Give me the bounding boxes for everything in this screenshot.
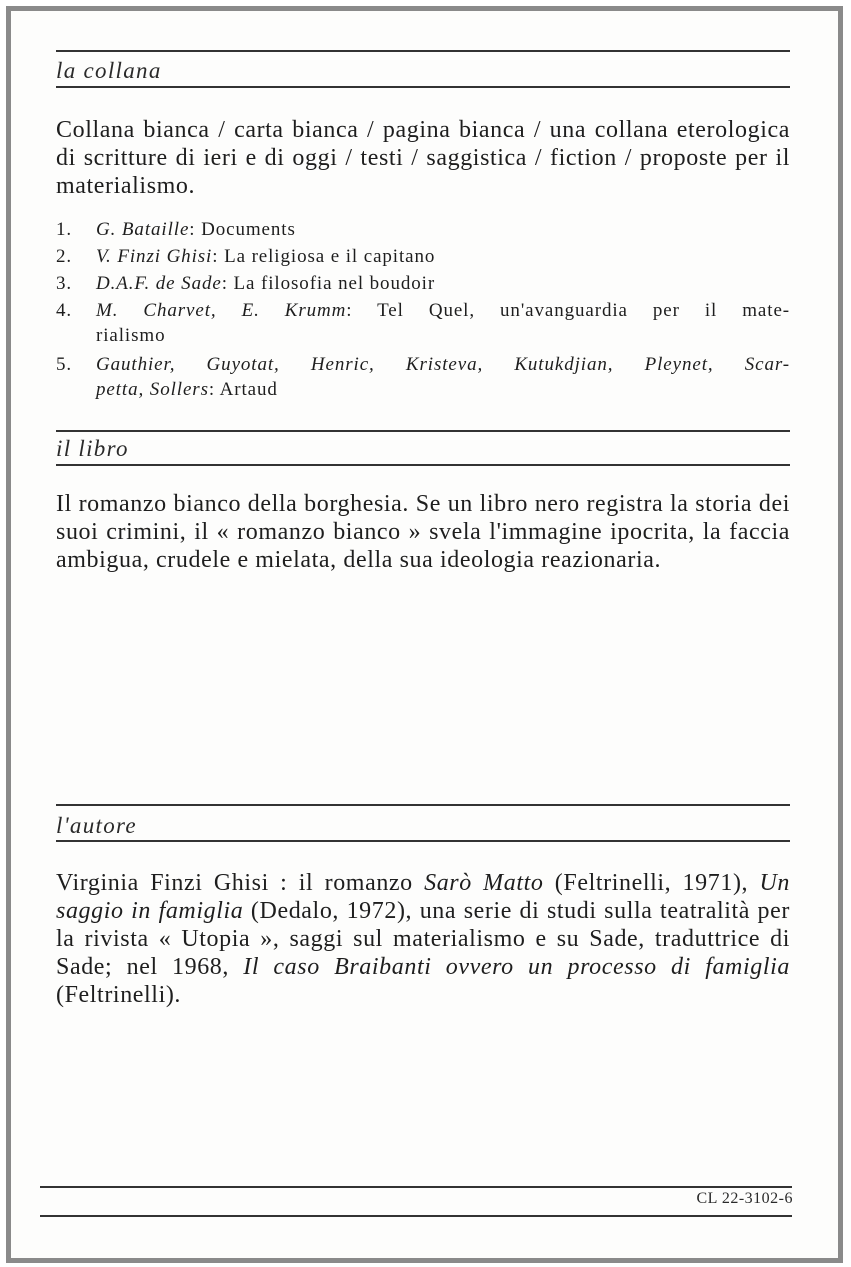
list-item	[56, 352, 790, 402]
item-title: : La filosofia nel boudoir	[221, 273, 436, 294]
item-author-continued: petta, Sollers	[96, 379, 209, 400]
rule-divider	[56, 464, 790, 466]
autore-heading: l'autore	[56, 813, 137, 838]
item-number: 4.	[56, 300, 73, 321]
collana-intro: Collana bianca / carta bianca / pagina bianca / una collana eterologica di scritture di ieri e di oggi / testi / saggistica / fiction / proposte per il materialismo.	[56, 117, 790, 199]
libro-text: Il romanzo bianco della borghesia. Se un libro nero registra la storia dei suoi crimini, il « romanzo bianco » svela l'immagine ipocrita, la faccia ambigua, crudele e mielata, della sua ideologia reazionaria.	[56, 491, 790, 573]
item-author: G. Bataille	[96, 219, 190, 240]
catalog-code: CL 22-3102-6	[696, 1190, 793, 1207]
item-title: : Artaud	[208, 379, 278, 400]
collana-heading: la collana	[56, 58, 162, 83]
autore-text-part: Virginia Finzi Ghisi : il romanzo	[56, 870, 425, 896]
collana-list	[56, 217, 790, 403]
item-title: : Tel Quel, un'avanguardia per il mate-	[346, 300, 791, 321]
book-title: Un saggio in famiglia	[56, 870, 791, 924]
autore-text	[56, 869, 790, 1009]
item-title: : La religiosa e il capitano	[212, 246, 436, 267]
rule-divider	[56, 86, 790, 88]
autore-text-part: (Dedalo, 1972), una serie di studi sulla teatralità per la rivista « Utopia », saggi sul materialismo e su Sade, traduttrice di Sade; nel 1968,	[56, 898, 790, 980]
libro-heading: il libro	[56, 436, 129, 461]
autore-text-part: (Feltrinelli, 1971),	[543, 870, 760, 896]
item-title-continued: rialismo	[96, 325, 166, 346]
rule-footer-bottom	[40, 1215, 792, 1217]
item-author: Gauthier, Guyotat, Henric, Kristeva, Kutukdjian, Pleynet, Scar-	[96, 354, 790, 375]
book-title: Il caso Braibanti ovvero un processo di famiglia	[243, 954, 790, 980]
list-item	[56, 217, 790, 243]
item-author: V. Finzi Ghisi	[96, 246, 213, 267]
item-number: 2.	[56, 246, 73, 267]
item-author: M. Charvet, E. Krumm	[96, 300, 347, 321]
item-author: D.A.F. de Sade	[96, 273, 222, 294]
rule-divider	[56, 840, 790, 842]
autore-text-part: (Feltrinelli).	[56, 982, 182, 1008]
list-item	[56, 244, 790, 270]
item-number: 5.	[56, 354, 73, 375]
book-title: Sarò Matto	[424, 870, 544, 896]
rule-top	[56, 50, 790, 52]
rule-footer-top	[40, 1186, 792, 1188]
item-number: 1.	[56, 219, 73, 240]
item-number: 3.	[56, 273, 73, 294]
item-title: : Documents	[189, 219, 296, 240]
list-item	[56, 298, 790, 348]
list-item	[56, 271, 790, 297]
rule-divider	[56, 804, 790, 806]
rule-divider	[56, 430, 790, 432]
